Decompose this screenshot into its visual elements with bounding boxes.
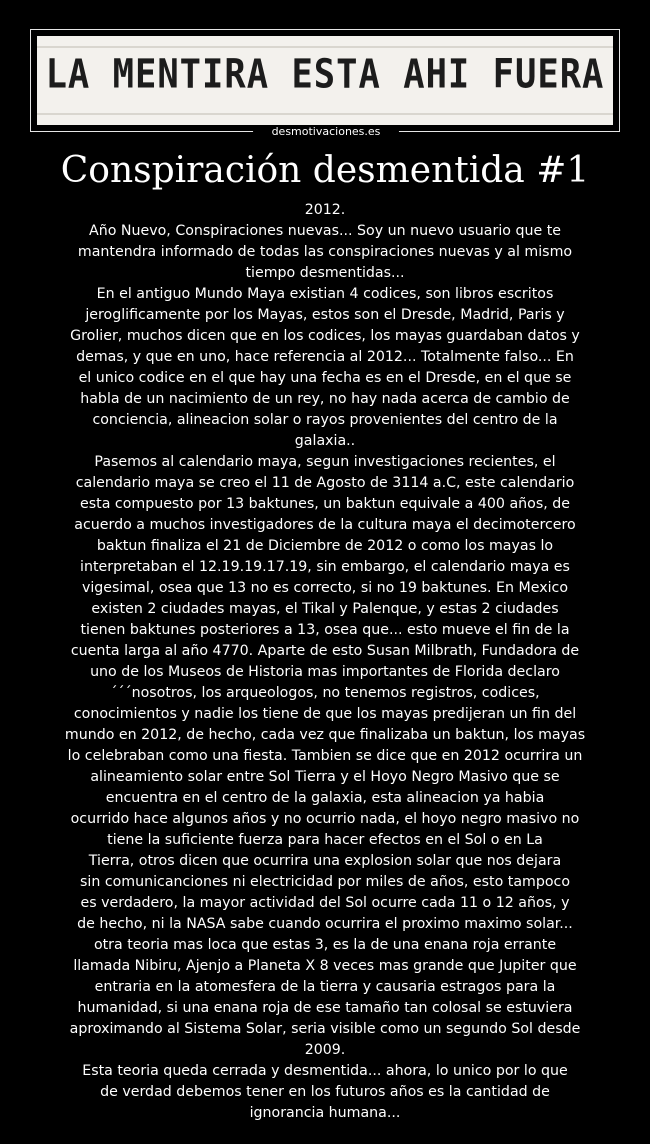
body-line: 2012. xyxy=(304,202,346,218)
body-line: otra teoria mas loca que estas 3, es la de una enana roja errante xyxy=(93,937,557,953)
body-line: el unico codice en el que hay una fecha es en el Dresde, en el que se xyxy=(78,370,572,386)
body-line: interpretaban el 12.19.19.17.19, sin embargo, el calendario maya es xyxy=(80,559,570,575)
body-line: calendario maya se creo el 11 de Agosto de 3114 a.C, este calendario xyxy=(75,475,575,491)
body-line: vigesimal, osea que 13 no es correcto, si no 19 baktunes. En Mexico xyxy=(81,580,569,596)
body-line: llamada Nibiru, Ajenjo a Planeta X 8 veces mas grande que Jupiter que xyxy=(73,958,577,974)
image-stripe-bottom xyxy=(37,113,613,115)
body-line: conciencia, alineacion solar o rayos provenientes del centro de la xyxy=(92,412,558,428)
body-line: baktun finaliza el 21 de Diciembre de 2012 o como los mayas lo xyxy=(96,538,554,554)
body-line: de hecho, ni la NASA sabe cuando ocurrira el proximo maximo solar... xyxy=(77,916,573,932)
body-line: En el antiguo Mundo Maya existian 4 codices, son libros escritos xyxy=(96,286,554,302)
body-line: ocurrido hace algunos años y no ocurrio nada, el hoyo negro masivo no xyxy=(70,811,580,827)
body-line: mantendra informado de todas las conspiraciones nuevas y al mismo xyxy=(77,244,573,260)
body-line: alineamiento solar entre Sol Tierra y el Hoyo Negro Masivo que se xyxy=(90,769,560,785)
body-line: tienen baktunes posteriores a 13, osea que... esto mueve el fin de la xyxy=(80,622,570,638)
body-line: ´´´nosotros, los arqueologos, no tenemos registros, codices, xyxy=(110,685,540,701)
poster-body xyxy=(38,200,612,1124)
poster-image xyxy=(37,36,613,125)
body-line: aproximando al Sistema Solar, seria visible como un segundo Sol desde xyxy=(69,1021,581,1037)
body-line: de verdad debemos tener en los futuros años es la cantidad de xyxy=(100,1084,550,1100)
body-line: Pasemos al calendario maya, segun investigaciones recientes, el xyxy=(94,454,556,470)
body-line: galaxia.. xyxy=(294,433,356,449)
body-line: Grolier, muchos dicen que en los codices, los mayas guardaban datos y xyxy=(70,328,580,344)
body-line: acuerdo a muchos investigadores de la cultura maya el decimotercero xyxy=(74,517,576,533)
body-line: lo celebraban como una fiesta. Tambien se dice que en 2012 ocurrira un xyxy=(67,748,583,764)
body-line: Tierra, otros dicen que ocurrira una explosion solar que nos dejara xyxy=(88,853,562,869)
body-line: tiempo desmentidas... xyxy=(245,265,405,281)
body-line: sin comunicanciones ni electricidad por miles de años, esto tampoco xyxy=(79,874,571,890)
image-headline: LA MENTIRA ESTA AHI FUERA xyxy=(45,51,605,98)
image-stripe-top xyxy=(37,46,613,48)
body-line: esta compuesto por 13 baktunes, un baktun equivale a 400 años, de xyxy=(80,496,570,512)
body-line: mundo en 2012, de hecho, cada vez que finalizaba un baktun, los mayas xyxy=(64,727,586,743)
body-line: encuentra en el centro de la galaxia, esta alineacion ya habia xyxy=(105,790,545,806)
poster-title: Conspiración desmentida #1 xyxy=(60,150,590,191)
body-line: demas, y que en uno, hace referencia al 2012... Totalmente falso... En xyxy=(76,349,574,365)
body-line: es verdadero, la mayor actividad del Sol ocurre cada 11 o 12 años, y xyxy=(80,895,570,911)
body-line: jeroglificamente por los Mayas, estos son el Dresde, Madrid, Paris y xyxy=(85,307,565,323)
body-line: uno de los Museos de Historia mas importantes de Florida declaro xyxy=(90,664,560,680)
body-line: habla de un nacimiento de un rey, no hay nada acerca de cambio de xyxy=(80,391,570,407)
body-line: Esta teoria queda cerrada y desmentida... ahora, lo unico por lo que xyxy=(82,1063,568,1079)
body-line: cuenta larga al año 4770. Aparte de esto Susan Milbrath, Fundadora de xyxy=(70,643,580,659)
watermark-badge[interactable]: desmotivaciones.es xyxy=(253,125,399,139)
body-line: 2009. xyxy=(304,1042,346,1058)
body-line: humanidad, si una enana roja de ese tamaño tan colosal se estuviera xyxy=(77,1000,573,1016)
body-line: tiene la suficiente fuerza para hacer efectos en el Sol o en La xyxy=(107,832,543,848)
body-line: Año Nuevo, Conspiraciones nuevas... Soy un nuevo usuario que te xyxy=(89,223,561,239)
body-line: ignorancia humana... xyxy=(249,1105,401,1121)
body-line: entraria en la atomesfera de la tierra y causaria estragos para la xyxy=(94,979,556,995)
body-line: conocimientos y nadie los tiene de que los mayas predijeran un fin del xyxy=(73,706,577,722)
body-line: existen 2 ciudades mayas, el Tikal y Palenque, y estas 2 ciudades xyxy=(91,601,559,617)
